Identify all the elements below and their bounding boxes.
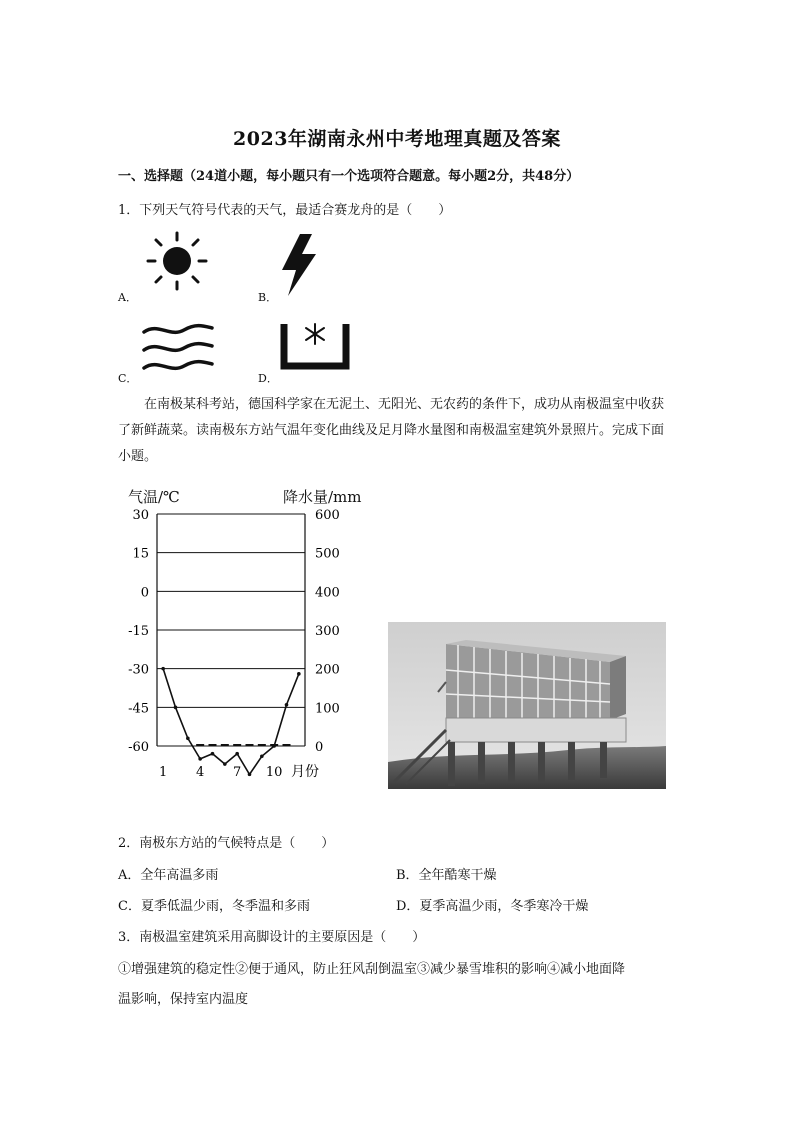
precipitation-bar	[246, 744, 254, 746]
chart-right-tick-label: 500	[315, 546, 340, 562]
temperature-point	[272, 744, 276, 748]
chart-left-tick-label: 0	[140, 585, 149, 601]
chart-right-tick-label: 600	[315, 508, 340, 523]
q2-option-b: B．全年酷寒干燥	[396, 868, 497, 883]
climate-chart	[120, 500, 380, 790]
precipitation-bar	[221, 744, 229, 746]
q3-stem: 3．南极温室建筑采用高脚设计的主要原因是（ ）	[118, 930, 426, 945]
temperature-point	[186, 736, 190, 740]
chart-left-tick-label: -30	[128, 662, 149, 678]
temperature-point	[285, 703, 289, 707]
chart-right-tick-label: 200	[315, 662, 340, 678]
chart-left-tick-label: -60	[128, 740, 149, 755]
lightning-icon	[278, 232, 322, 298]
precipitation-bar	[196, 744, 204, 746]
q1-stem: 1．下列天气符号代表的天气，最适合赛龙舟的是（ ）	[118, 203, 452, 218]
chart-x-axis-title: 月份	[291, 764, 319, 780]
temperature-point	[260, 755, 264, 759]
chart-right-tick-label: 300	[315, 624, 340, 639]
precipitation-bar	[258, 744, 266, 746]
chart-left-tick-label: -15	[128, 624, 149, 639]
precipitation-bar	[209, 744, 217, 746]
chart-left-tick-label: -45	[128, 701, 149, 717]
chart-right-axis-title: 降水量/mm	[283, 488, 362, 506]
q1-option-c-label: C．	[118, 372, 138, 385]
temperature-point	[161, 667, 165, 671]
chart-x-tick-label: 7	[233, 765, 242, 780]
q3-choices-line1: ①增强建筑的稳定性②便于通风，防止狂风刮倒温室③减少暴雪堆积的影响④减小地面降	[118, 962, 626, 977]
q1-option-a-label: A．	[118, 291, 137, 304]
temperature-point	[174, 706, 178, 710]
antarctic-greenhouse-photo	[388, 622, 666, 789]
snow-gauge-icon	[280, 320, 350, 370]
chart-right-tick-label: 100	[315, 701, 340, 717]
temperature-point	[198, 757, 202, 761]
q2-option-c: C．夏季低温少雨，冬季温和多雨	[118, 899, 310, 914]
q2-stem: 2．南极东方站的气候特点是（ ）	[118, 836, 335, 851]
chart-left-tick-label: 30	[132, 508, 149, 523]
chart-right-tick-label: 400	[315, 585, 340, 601]
sun-icon	[142, 230, 212, 294]
temperature-point	[248, 773, 252, 777]
chart-x-tick-label: 4	[196, 765, 205, 780]
chart-x-tick-label: 1	[159, 765, 168, 780]
q1-option-d-label: D．	[258, 372, 278, 385]
temperature-point	[297, 672, 301, 676]
q3-choices-line2: 温影响，保持室内温度	[118, 992, 249, 1007]
temperature-point	[211, 752, 215, 756]
temperature-line	[163, 669, 299, 775]
q2-option-a: A．全年高温多雨	[118, 868, 219, 883]
chart-left-tick-label: 15	[132, 546, 149, 562]
chart-x-tick-label: 10	[265, 765, 283, 780]
section-heading: 一、选择题（24道小题，每小题只有一个选项符合题意。每小题2分，共48分）	[118, 169, 580, 184]
chart-right-tick-label: 0	[315, 740, 324, 755]
temperature-point	[235, 752, 239, 756]
precipitation-bar	[233, 744, 241, 746]
precipitation-bar	[283, 744, 291, 746]
temperature-point	[223, 762, 227, 766]
material-paragraph: 在南极某科考站，德国科学家在无泥土、无阳光、无农药的条件下，成功从南极温室中收获了新鲜蔬菜。读南极东方站气温年变化曲线及足月降水量图和南极温室建筑外景照片。完成下面小题。	[118, 397, 665, 464]
page-title: 2023年湖南永州中考地理真题及答案	[233, 128, 561, 150]
q2-option-d: D．夏季高温少雨，冬季寒冷干燥	[396, 899, 589, 914]
chart-left-axis-title: 气温/℃	[128, 488, 180, 506]
q1-option-b-label: B．	[258, 291, 278, 304]
wind-waves-icon	[140, 320, 216, 380]
